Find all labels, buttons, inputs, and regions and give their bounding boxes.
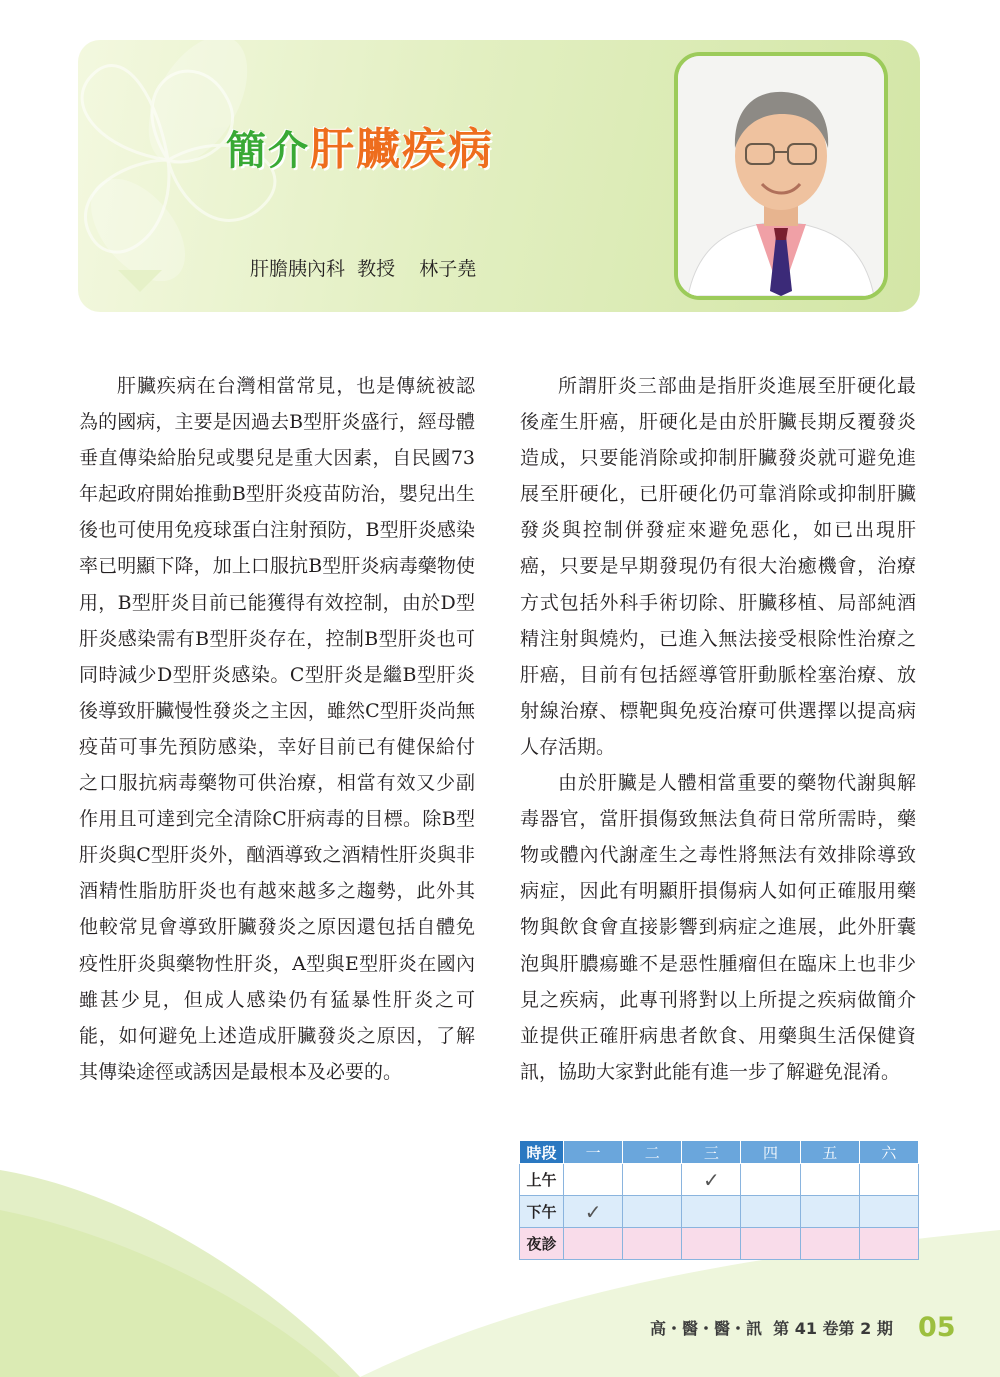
- paragraph: 肝臟疾病在台灣相當常見，也是傳統被認為的國病，主要是因過去B型肝炎盛行，經母體垂直傳染給胎兒或嬰兒是重大因素，自民國73年起政府開始推動B型肝炎疫苗防治，嬰兒出生後也可使用免疫球蛋白注射預防，B型肝炎感染率已明顯下降，加上口服抗B型肝炎病毒藥物使用，B型肝炎目前已能獲得有效控制，由於D型肝炎感染需有B型肝炎存在，控制B型肝炎也可同時減少D型肝炎感染。C型肝炎是繼B型肝炎後導致肝臟慢性發炎之主因，雖然C型肝炎尚無疫苗可事先預防感染，幸好目前已有健保給付之口服抗病毒藥物可供治療，相當有效又少副作用且可達到完全清除C肝病毒的目標。除B型肝炎與C型肝炎外，酗酒導致之酒精性肝炎與非酒精性脂肪肝炎也有越來越多之趨勢，此外其他較常見會導致肝臟發炎之原因還包括自體免疫性肝炎與藥物性肝炎，A型與E型肝炎在國內雖甚少見，但成人感染仍有猛暴性肝炎之可能，如何避免上述造成肝臟發炎之原因，了解其傳染途徑或誘因是最根本及必要的。: [79, 375, 475, 1083]
- schedule-row-morning: [520, 1164, 919, 1196]
- schedule-row-afternoon: [520, 1196, 919, 1228]
- schedule-corner: 時段: [520, 1141, 564, 1164]
- schedule-cell: [741, 1196, 800, 1228]
- schedule-cell: [682, 1228, 741, 1260]
- publication-footer: 高・醫・醫・訊 第 41 卷第 2 期: [650, 1319, 893, 1338]
- day-header: 一: [564, 1141, 623, 1164]
- schedule-cell: [623, 1228, 682, 1260]
- schedule-cell: [741, 1164, 800, 1196]
- header-speech-tail: [118, 270, 162, 292]
- schedule-cell: [564, 1164, 623, 1196]
- day-header: 三: [682, 1141, 741, 1164]
- day-header: 五: [800, 1141, 859, 1164]
- schedule-cell: [741, 1228, 800, 1260]
- checkmark-icon: ✓: [682, 1164, 741, 1196]
- paragraph: 所謂肝炎三部曲是指肝炎進展至肝硬化最後產生肝癌，肝硬化是由於肝臟長期反覆發炎造成，只要能消除或抑制肝臟發炎就可避免進展至肝硬化，已肝硬化仍可靠消除或抑制肝臟發炎與控制併發症來避免惡化，如已出現肝癌，只要是早期發現仍有很大治癒機會，治療方式包括外科手術切除、肝臟移植、局部純酒精注射與燒灼，已進入無法接受根除性治療之肝癌，目前有包括經導管肝動脈栓塞治療、放射線治療、標靶與免疫治療可供選擇以提高病人存活期。: [520, 375, 916, 758]
- schedule-cell: [859, 1228, 918, 1260]
- title-intro: 簡介: [226, 128, 310, 174]
- schedule-cell: [859, 1196, 918, 1228]
- schedule-cell: [800, 1196, 859, 1228]
- schedule-cell: [623, 1196, 682, 1228]
- day-header: 二: [623, 1141, 682, 1164]
- paragraph: 由於肝臟是人體相當重要的藥物代謝與解毒器官，當肝損傷致無法負荷日常所需時，藥物或體內代謝產生之毒性將無法有效排除導致病症，因此有明顯肝損傷病人如何正確服用藥物與飲食會直接影響到病症之進展，此外肝囊泡與肝膿瘍雖不是惡性腫瘤但在臨床上也非少見之疾病，此專刊將對以上所提之疾病做簡介並提供正確肝病患者飲食、用藥與生活保健資訊，協助大家對此能有進一步了解避免混淆。: [520, 772, 916, 1083]
- article-title: [226, 122, 494, 179]
- schedule-cell: [623, 1164, 682, 1196]
- article-column-right: [520, 368, 916, 1090]
- author-line: 肝膽胰內科 教授 林子堯: [250, 258, 477, 280]
- clinic-schedule-table: [519, 1140, 919, 1260]
- checkmark-icon: ✓: [564, 1196, 623, 1228]
- article-header: [78, 40, 920, 312]
- title-main: 肝臟疾病: [310, 124, 494, 175]
- schedule-cell: [800, 1164, 859, 1196]
- day-header: 六: [859, 1141, 918, 1164]
- schedule-cell: [682, 1196, 741, 1228]
- row-label: 下午: [520, 1196, 564, 1228]
- day-header: 四: [741, 1141, 800, 1164]
- schedule-cell: [800, 1228, 859, 1260]
- doctor-portrait: [674, 52, 888, 300]
- row-label: 夜診: [520, 1228, 564, 1260]
- page-number: 05: [918, 1312, 956, 1343]
- schedule-cell: [564, 1228, 623, 1260]
- schedule-row-evening: [520, 1228, 919, 1260]
- doctor-portrait-icon: [678, 56, 884, 296]
- article-column-left: [79, 368, 475, 1090]
- schedule-cell: [859, 1164, 918, 1196]
- row-label: 上午: [520, 1164, 564, 1196]
- schedule-header-row: [520, 1141, 919, 1164]
